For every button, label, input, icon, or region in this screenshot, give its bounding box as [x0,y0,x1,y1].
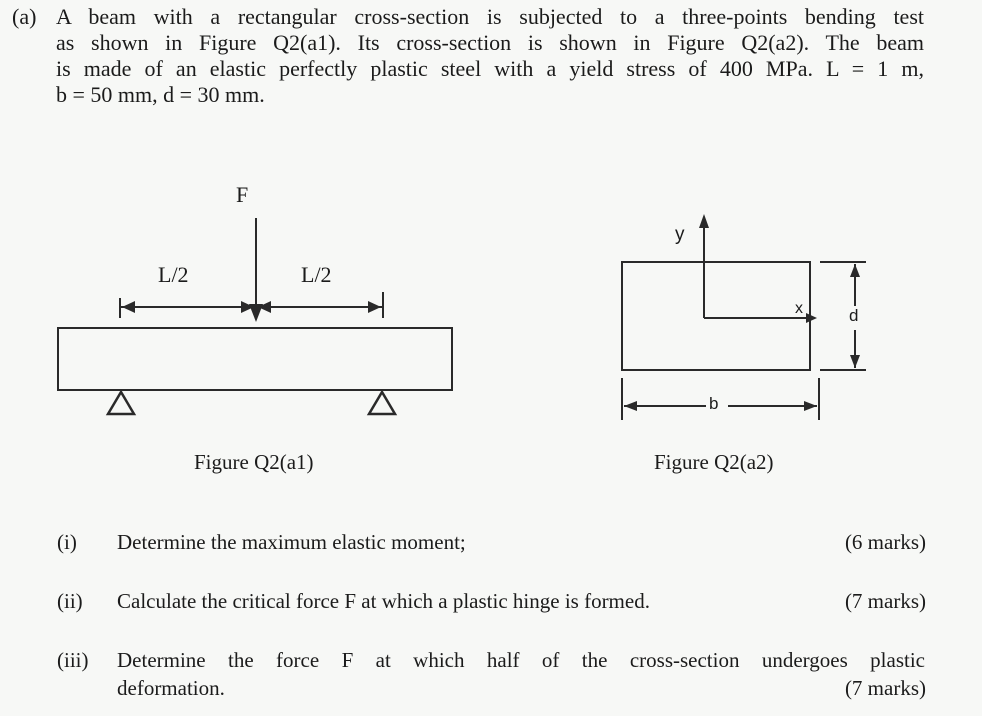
subquestion-marks: (7 marks) [844,589,926,613]
force-label: F [236,182,249,207]
subquestion-text: Determine the maximum elastic moment; [117,530,466,554]
dim-arrowhead-left [122,301,135,313]
y-axis-label: y [675,224,685,245]
question-line-1: A beam with a rectangular cross-section is subjected to a three-points bending test [56,4,924,29]
question-line-3: is made of an elastic perfectly plastic steel with a yield stress of 400 MPa. L = 1 m, [56,56,924,81]
beam [58,328,452,390]
subquestion-number: (iii) [57,648,89,672]
x-axis-label: x [795,300,803,317]
x-axis-arrowhead [806,313,817,323]
subquestion-marks: (7 marks) [844,676,926,700]
figure1-caption: Figure Q2(a1) [194,450,314,474]
figure2-caption: Figure Q2(a2) [654,450,774,474]
subquestion-marks: (6 marks) [844,530,926,554]
subquestion-number: (ii) [57,589,83,613]
depth-label: d [849,306,859,325]
question-line-2: as shown in Figure Q2(a1). Its cross-section is shown in Figure Q2(a2). The beam [56,30,924,55]
right-span-label: L/2 [301,262,332,287]
right-support [369,392,395,414]
left-span-label: L/2 [158,262,189,287]
subquestion-text: Calculate the critical force F at which a plastic hinge is formed. [117,589,650,613]
dim-arrowhead-right [368,301,381,313]
width-label: b [709,394,719,413]
cross-section [622,262,810,370]
left-support [108,392,134,414]
subquestion-text-line-1: Determine the force F at which half of the cross-section undergoes plastic [117,648,925,672]
subquestion-number: (i) [57,530,77,554]
y-axis-arrowhead [699,214,709,228]
subquestion-text-line-2: deformation. [117,676,225,700]
question-line-4: b = 50 mm, d = 30 mm. [56,82,265,107]
question-label: (a) [12,4,37,29]
